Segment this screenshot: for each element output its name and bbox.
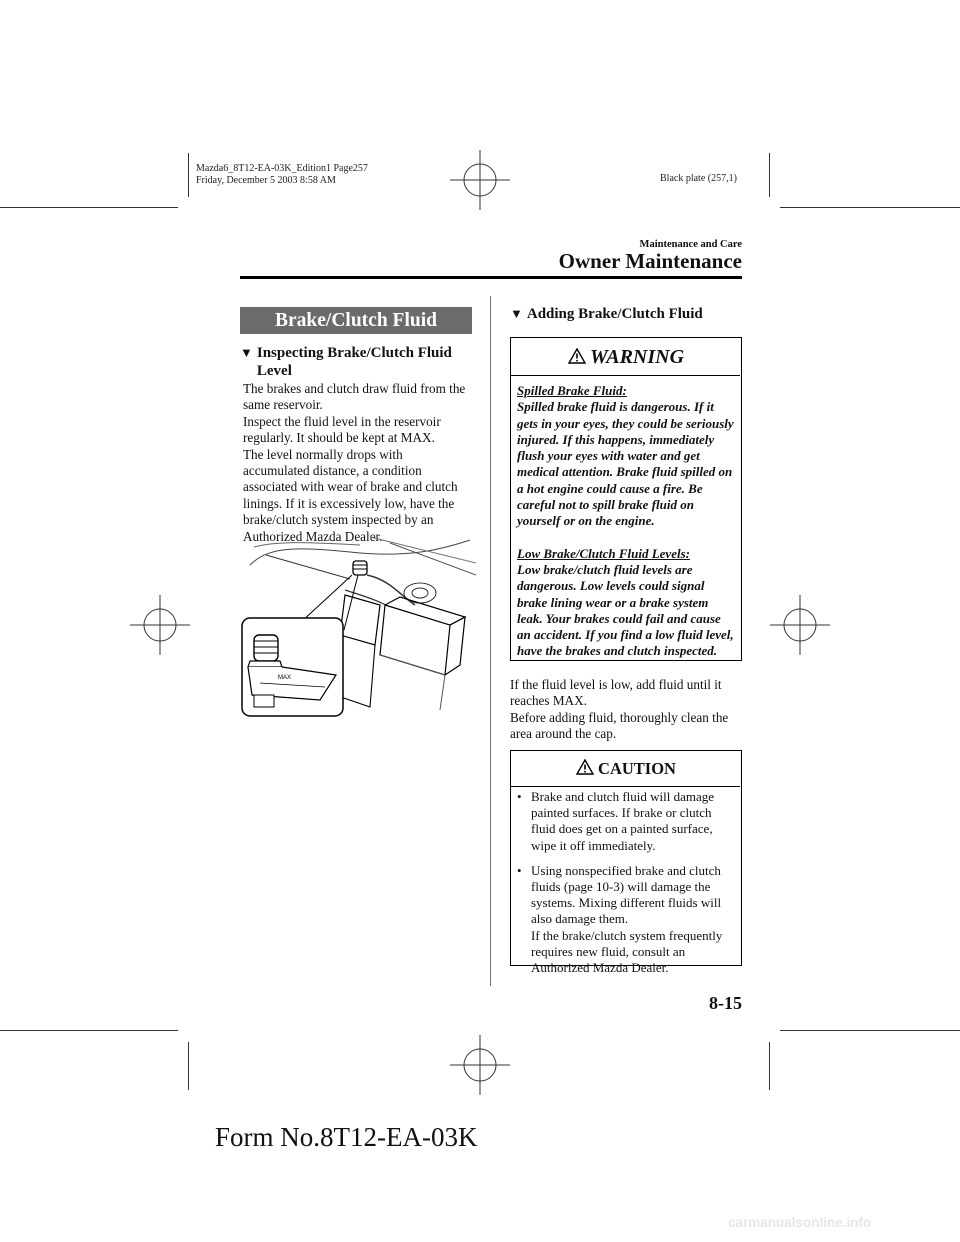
chapter-title: Maintenance and Care	[639, 239, 742, 250]
print-meta	[196, 163, 368, 187]
triangle-marker-icon: ▼	[240, 345, 253, 360]
warning-text: Spilled brake fluid is dangerous. If it gets in your eyes, they could be seriously injured. If this happens, immediately flush your eyes with water and get medical attention. Brake fluid spilled on a hot engine could cause a fire. Be careful not to spill brake fluid on yourself or on the engine.	[517, 399, 734, 529]
adding-subheading	[510, 305, 742, 323]
caution-header	[511, 757, 741, 781]
adding-body	[510, 677, 742, 743]
registration-mark-right	[770, 595, 830, 655]
form-number: Form No.8T12-EA-03K	[215, 1122, 478, 1152]
triangle-marker-icon: ▼	[510, 306, 523, 321]
inspect-body	[243, 381, 471, 545]
plate-info: Black plate (257,1)	[660, 173, 737, 184]
caution-item-text: Using nonspecified brake and clutch fluids (page 10-3) will damage the systems. Mixing different fluids will also damage them.	[531, 862, 722, 927]
caution-item-text: If the brake/clutch system frequently requires new fluid, consult an Authorized Mazda Dealer.	[531, 927, 723, 976]
caution-box	[510, 750, 742, 976]
caution-item	[511, 863, 737, 976]
max-label: MAX	[278, 675, 292, 681]
warning-content	[517, 383, 737, 660]
body-paragraph: The brakes and clutch draw fluid from the same reservoir.	[243, 381, 466, 413]
body-paragraph: If the fluid level is low, add fluid until it reaches MAX.	[510, 677, 722, 709]
body-paragraph: Inspect the fluid level in the reservoir regularly. It should be kept at MAX.	[243, 413, 441, 446]
caution-triangle-icon	[576, 759, 594, 775]
caution-list	[511, 789, 737, 985]
warning-header	[511, 344, 741, 370]
inspect-subheading-text: Inspecting Brake/Clutch Fluid Level	[256, 345, 452, 379]
warning-triangle-icon	[568, 348, 586, 364]
inspect-subheading	[240, 344, 480, 380]
section-title: Owner Maintenance	[558, 249, 742, 273]
warning-box	[510, 337, 742, 661]
engine-bay-illustration	[240, 535, 476, 720]
caution-divider	[511, 786, 740, 787]
warning-heading: Low Brake/Clutch Fluid Levels:	[517, 545, 690, 561]
caution-title: CAUTION	[598, 759, 676, 778]
section-banner: Brake/Clutch Fluid	[240, 307, 472, 334]
adding-subheading-text: Adding Brake/Clutch Fluid	[526, 306, 703, 322]
warning-title: WARNING	[589, 346, 685, 368]
registration-mark-bottom	[450, 1035, 510, 1095]
header-rule	[240, 276, 742, 279]
page-number: 8-15	[709, 993, 742, 1013]
registration-mark-left	[130, 595, 190, 655]
column-divider	[490, 296, 491, 986]
file-info: Mazda6_8T12-EA-03K_Edition1 Page257	[196, 163, 368, 174]
body-paragraph: Before adding fluid, thoroughly clean the area around the cap.	[510, 709, 729, 742]
warning-heading: Spilled Brake Fluid:	[517, 383, 627, 398]
footer-url: carmanualsonline.info	[728, 1215, 872, 1230]
caution-item	[511, 789, 737, 854]
registration-mark-top	[450, 150, 510, 210]
warning-divider	[511, 375, 740, 376]
bullet-icon: •	[517, 789, 522, 804]
bullet-icon: •	[517, 862, 522, 878]
caution-item-text: Brake and clutch fluid will damage painted surfaces. If brake or clutch fluid does get on a painted surface, wipe it off immediately.	[531, 789, 715, 853]
date-info: Friday, December 5 2003 8:58 AM	[196, 175, 336, 186]
warning-text: Low brake/clutch fluid levels are dangerous. Low levels could signal brake lining wear or a brake system leak. Your brakes could fail and cause an accident. If you find a low fluid level, have the brakes and clutch inspected.	[517, 561, 734, 659]
body-paragraph: The level normally drops with accumulated distance, a condition associated with wear of brake and clutch linings. If it is excessively low, have the brake/clutch system inspected by an Authorized Mazda Dealer.	[243, 446, 458, 544]
